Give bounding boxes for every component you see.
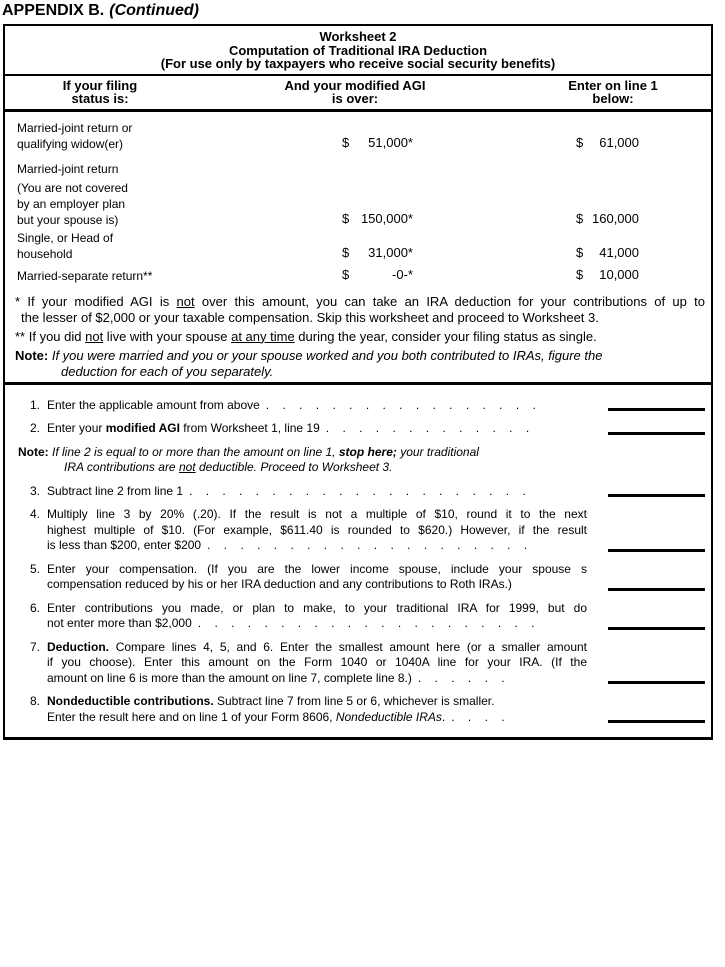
line-text-row: [47, 694, 587, 710]
line-text-row: [18, 460, 479, 476]
appendix-title: APPENDIX B.: [2, 2, 105, 19]
line-text: [47, 640, 587, 687]
line-7: [11, 640, 705, 687]
filing-status-row: [17, 161, 711, 228]
column-header-text: status is:: [71, 90, 129, 106]
entry-blank: [608, 681, 705, 684]
line-3: [11, 484, 705, 500]
note-stop-here: [11, 445, 705, 476]
line-number: 4.: [30, 507, 41, 521]
line-text-row: [47, 507, 587, 523]
text-segment: is less than $200, enter $200: [47, 538, 202, 552]
footnote-line: [15, 294, 705, 310]
text-segment: ** If you did: [15, 328, 86, 344]
line-number: 5.: [30, 561, 41, 576]
line-text-row: [47, 710, 587, 726]
footnote-line: [15, 348, 705, 364]
line1-amount: [576, 267, 639, 283]
currency-symbol: $: [342, 210, 350, 226]
text-segment: not: [178, 460, 196, 474]
line-text: [47, 601, 587, 632]
text-segment: If line 2 is equal to or more than the amount on line 1,: [48, 444, 339, 459]
line-text-row: [47, 484, 587, 500]
line-text: [47, 562, 587, 593]
text-segment: Deduction.: [47, 639, 109, 654]
column-header-enter-line1: [515, 79, 711, 105]
entry-blank: [608, 720, 705, 723]
line-text-row: [47, 671, 587, 687]
text-segment: IRA contributions are: [64, 460, 179, 474]
filing-status-cell: [17, 120, 342, 152]
text-segment: .: [441, 709, 446, 724]
footnote-line: [15, 310, 705, 326]
amount-value: 51,000*: [368, 134, 413, 150]
column-headers: [5, 76, 711, 112]
line1-cell: [576, 211, 711, 228]
text-segment: highest multiple of $10. (For example, $611.40 is rounded to $620.) However, if the result: [47, 522, 587, 537]
line-text-row: [47, 616, 587, 632]
text-segment: Note:: [15, 347, 49, 363]
entry-blank: [608, 494, 705, 497]
text-segment: not: [176, 293, 195, 309]
worksheet-lines: [5, 385, 711, 738]
line-6: [11, 601, 705, 632]
text-segment: during the year, consider your filing status as single.: [294, 328, 597, 344]
line-number: 1.: [30, 397, 41, 412]
line-number: 2.: [30, 421, 41, 435]
amount-value: 150,000*: [360, 210, 413, 226]
text-segment: not enter more than $2,000: [47, 616, 192, 630]
column-header-filing-status: [5, 79, 195, 105]
status-text: qualifying widow(er): [17, 136, 124, 151]
text-segment: from Worksheet 1, line 19: [179, 421, 320, 435]
line-text-row: [47, 398, 587, 414]
filing-status-cell: [17, 268, 342, 284]
text-segment: Enter the applicable amount from above: [47, 397, 260, 412]
text-segment: Subtract line 7 from line 5 or 6, whichever is smaller.: [213, 694, 495, 708]
text-segment: Enter your: [47, 421, 106, 435]
text-segment: Multiply line 3 by 20% (.20). If the result is not a multiple of $10, round it to the next: [47, 507, 587, 521]
column-header-text: Enter on line 1: [568, 77, 658, 93]
status-text: Married-joint return or: [17, 120, 133, 135]
amount-value: 41,000: [599, 244, 639, 260]
dot-leader: . . . . . . . . . . . . . . . . . . . . .: [189, 483, 526, 498]
text-segment: compensation reduced by his or her IRA deduction and any contributions to Roth IRAs.): [47, 577, 512, 591]
line1-cell: [576, 135, 711, 152]
amount-value: 31,000*: [368, 244, 413, 260]
line-text-row: [47, 577, 587, 593]
currency-symbol: $: [576, 210, 584, 226]
line-text: [18, 445, 479, 476]
status-paren-text: by an employer plan: [17, 196, 126, 211]
dot-leader: . . . . . . . . . . . . . . . . . . . .: [207, 538, 528, 552]
text-segment: If you were married and you or your spouse worked and you both contributed to IRAs, figure the: [48, 347, 603, 363]
status-paren-text: but your spouse is): [17, 212, 119, 227]
agi-cell: [342, 211, 576, 228]
footnote-line: [15, 364, 705, 380]
line-number: 6.: [30, 600, 41, 615]
column-header-text: is over:: [331, 90, 379, 106]
line-4: [11, 507, 705, 554]
dot-leader: . . . . . . . . . . . . . . . . . . . . .: [197, 616, 535, 630]
text-segment: Nondeductible IRAs: [335, 709, 442, 724]
line-text-row: [47, 655, 587, 671]
line-text: [47, 398, 587, 414]
text-segment: * If your modified AGI is: [15, 293, 177, 309]
text-segment: live with your spouse: [103, 328, 232, 344]
text-segment: the lesser of $2,000 or your taxable compensation. Skip this worksheet and proceed to Worksheet 3.: [21, 309, 599, 325]
agi-amount: [342, 135, 413, 151]
filing-status-cell: [17, 161, 342, 228]
footnotes: [5, 290, 711, 385]
appendix-continued: (Continued): [109, 2, 199, 19]
footnote-star: [15, 294, 705, 326]
entry-blank: [608, 549, 705, 552]
text-segment: modified AGI: [105, 421, 180, 435]
column-header-text: If your filing: [62, 77, 138, 93]
entry-blank: [608, 627, 705, 630]
agi-amount: [342, 245, 413, 261]
agi-amount: [342, 211, 413, 227]
worksheet-title-line1: Worksheet 2: [319, 29, 397, 44]
agi-cell: [342, 245, 576, 262]
filing-status-row: [17, 230, 711, 262]
footnote-double-star: [15, 329, 705, 345]
line-text: [47, 421, 587, 437]
line-text-row: [47, 640, 587, 656]
currency-symbol: $: [576, 134, 584, 150]
line-text-row: [47, 421, 587, 437]
currency-symbol: $: [342, 134, 350, 150]
worksheet-title-line3: (For use only by taxpayers who receive social security benefits): [160, 56, 556, 71]
filing-status-row: [17, 120, 711, 152]
column-header-modified-agi: [195, 79, 515, 105]
line-text: [47, 694, 587, 725]
worksheet-title: [5, 26, 711, 76]
entry-blank: [608, 408, 705, 411]
line-text: [47, 484, 587, 500]
text-segment: your traditional: [396, 444, 479, 459]
currency-symbol: $: [342, 266, 350, 282]
text-segment: deductible. Proceed to Worksheet 3.: [195, 460, 393, 474]
entry-blank: [608, 432, 705, 435]
line-2: [11, 421, 705, 437]
column-header-text: And your modified AGI: [284, 77, 426, 93]
line-text-row: [47, 538, 587, 554]
currency-symbol: $: [576, 266, 584, 282]
footnote-line: [15, 329, 705, 345]
worksheet-box: [3, 24, 713, 740]
currency-symbol: $: [342, 244, 350, 260]
line-1: [11, 398, 705, 414]
line1-amount: [576, 245, 639, 261]
line1-amount: [576, 211, 639, 227]
line-text-row: [47, 601, 587, 617]
filing-status-cell: [17, 230, 342, 262]
worksheet-title-line2: Computation of Traditional IRA Deduction: [228, 42, 488, 58]
text-segment: stop here;: [338, 444, 397, 459]
line-8: [11, 694, 705, 725]
line-5: [11, 562, 705, 593]
dot-leader: . . . .: [451, 709, 505, 724]
text-segment: over this amount, you can take an IRA deduction for your contributions of up to: [194, 293, 705, 309]
text-segment: at any time: [231, 328, 295, 344]
line-text: [47, 507, 587, 554]
status-text: Single, or Head of: [17, 230, 114, 245]
currency-symbol: $: [576, 244, 584, 260]
agi-amount: [342, 267, 413, 283]
line-number: 8.: [30, 694, 41, 708]
line-text-row: [18, 445, 479, 461]
agi-cell: [342, 135, 576, 152]
line1-amount: [576, 135, 639, 151]
amount-value: 10,000: [599, 266, 639, 282]
footnote-note: [15, 348, 705, 380]
amount-value: 61,000: [599, 134, 639, 150]
status-text: Married-joint return: [17, 161, 119, 176]
entry-blank: [608, 588, 705, 591]
line-number: 7.: [30, 639, 41, 654]
text-segment: Nondeductible contributions.: [47, 694, 214, 708]
dot-leader: . . . . . . . . . . . . . . . . .: [265, 397, 536, 412]
amount-value: 160,000: [592, 210, 639, 226]
filing-status-row: [17, 267, 711, 284]
dot-leader: . . . . . . . . . . . . .: [325, 421, 530, 435]
status-text: Married-separate return**: [17, 268, 153, 283]
line-text-row: [47, 523, 587, 539]
column-header-text: below:: [592, 90, 634, 106]
text-segment: Enter the result here and on line 1 of your Form 8606,: [47, 709, 336, 724]
line1-cell: [576, 245, 711, 262]
line-number: 3.: [30, 483, 41, 498]
text-segment: Subtract line 2 from line 1: [47, 483, 184, 498]
filing-status-rows: [5, 112, 711, 290]
amount-value: -0-*: [392, 266, 413, 282]
text-segment: Compare lines 4, 5, and 6. Enter the smallest amount here (or a smaller amount: [109, 639, 587, 654]
line-text-row: [47, 562, 587, 578]
text-segment: if you choose). Enter this amount on the Form 1040 or 1040A line for your IRA. (If the: [47, 655, 587, 669]
dot-leader: . . . . . .: [417, 670, 505, 685]
text-segment: Enter your compensation. (If you are the lower income spouse, include your spouse s: [47, 561, 587, 576]
agi-cell: [342, 267, 576, 284]
status-text: household: [17, 246, 73, 261]
text-segment: Note:: [18, 444, 49, 459]
line1-cell: [576, 267, 711, 284]
text-segment: Enter contributions you made, or plan to make, to your traditional IRA for 1999, but do: [47, 600, 587, 615]
text-segment: deduction for each of you separately.: [61, 363, 274, 379]
appendix-heading: [2, 2, 199, 20]
text-segment: amount on line 6 is more than the amount on line 7, complete line 8.): [47, 670, 412, 685]
status-paren-text: (You are not covered: [17, 180, 128, 195]
text-segment: not: [85, 328, 104, 344]
